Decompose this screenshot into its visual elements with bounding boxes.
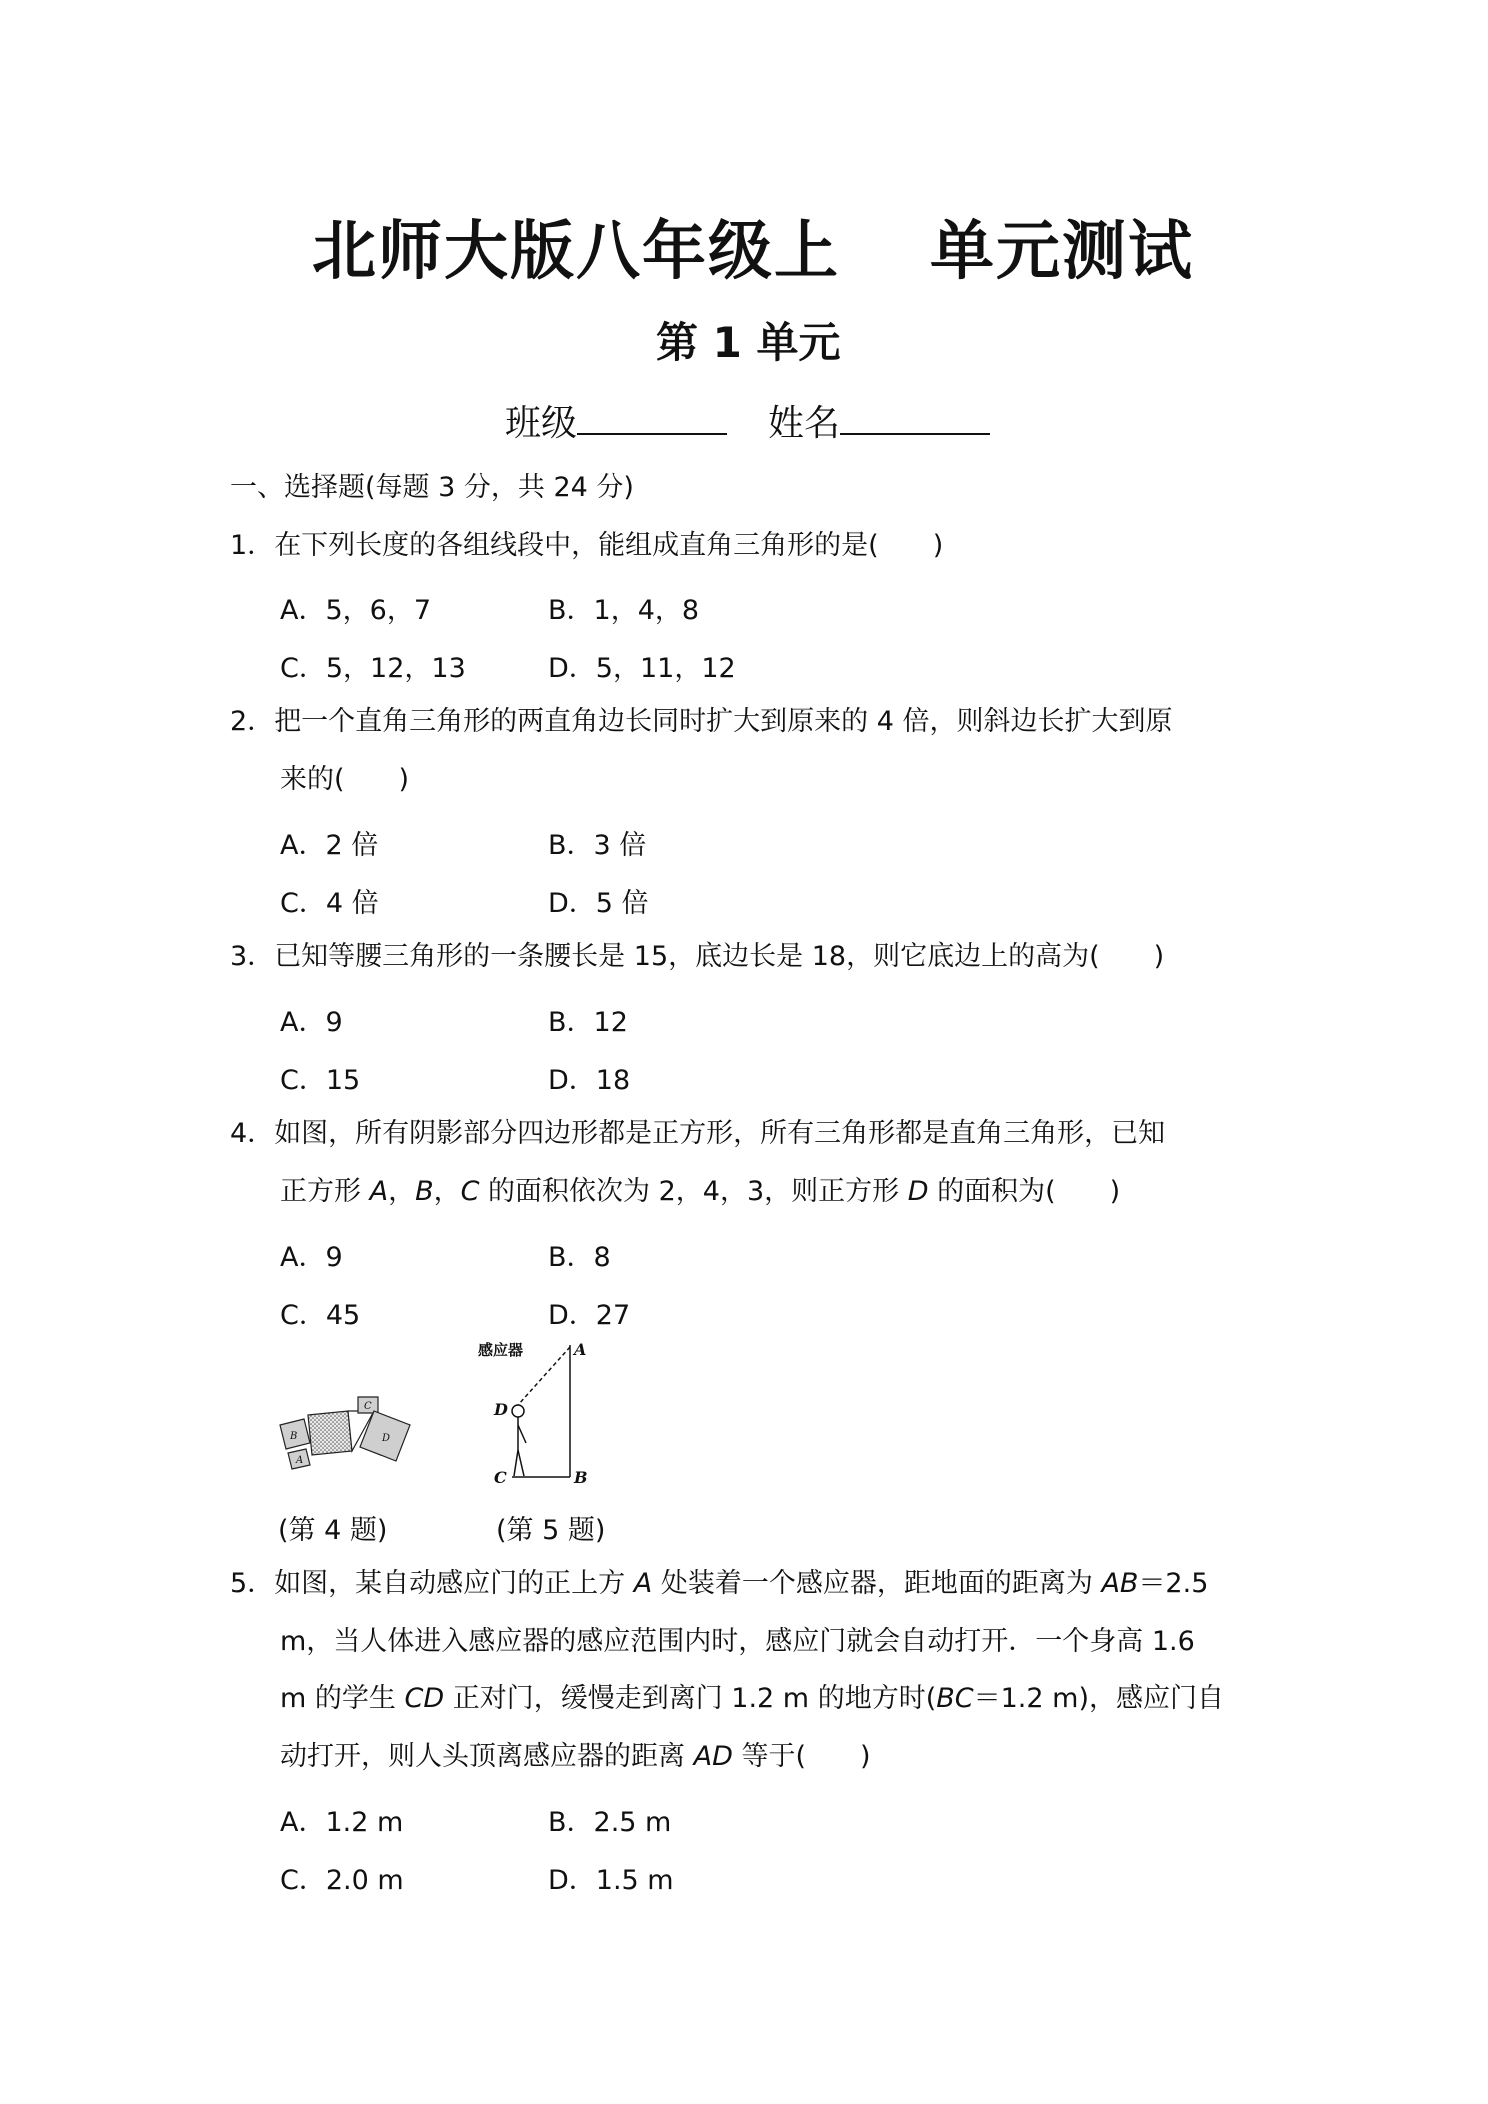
q5-option-a: A．1.2 m [280, 1807, 404, 1838]
question-4 [230, 1105, 1165, 1163]
var-cd: CD [404, 1683, 445, 1714]
label-c: C [494, 1468, 507, 1485]
question-number: 2． [230, 706, 275, 737]
sensor-label: 感应器 [478, 1341, 524, 1359]
question-5-line2: m，当人体进入感应器的感应范围内时，感应门就会自动打开．一个身高 1.6 [280, 1626, 1195, 1657]
text-part: 的面积为( ) [928, 1176, 1121, 1207]
page-title-right: 单元测试 [930, 215, 1194, 289]
label-d: D [494, 1400, 508, 1419]
figure-4-caption: (第 4 题) [278, 1515, 388, 1546]
question-2 [230, 693, 1173, 751]
text-part: 正方形 [280, 1176, 370, 1207]
question-5-line3 [280, 1670, 1224, 1728]
question-5-line4 [280, 1728, 871, 1786]
q1-option-a: A．5，6，7 [280, 595, 432, 626]
var-a: A [633, 1568, 653, 1599]
question-3 [230, 928, 1164, 986]
text-part: 等于( ) [732, 1741, 871, 1772]
name-label: 姓名 [768, 403, 841, 444]
q3-option-d: D．18 [548, 1065, 631, 1096]
question-text: 已知等腰三角形的一条腰长是 15，底边长是 18，则它底边上的高为( ) [274, 941, 1165, 972]
q2-option-d: D．5 倍 [548, 888, 649, 919]
label-d: D [382, 1433, 391, 1444]
q5-option-d: D．1.5 m [548, 1865, 674, 1896]
person-leg-left [514, 1450, 518, 1476]
q3-option-b: B．12 [548, 1007, 628, 1038]
text-part: 处装着一个感应器，距地面的距离为 [652, 1568, 1102, 1599]
person-arm [518, 1425, 526, 1443]
q1-option-c: C．5，12，13 [280, 653, 466, 684]
q4-option-b: B．8 [548, 1242, 611, 1273]
text-part: ＝2.5 [1138, 1568, 1209, 1599]
text-part: m 的学生 [280, 1683, 405, 1714]
section-heading: 一、选择题(每题 3 分，共 24 分) [230, 472, 634, 503]
question-number: 5． [230, 1568, 275, 1599]
var-a: A [369, 1176, 389, 1207]
var-ab: AB [1101, 1568, 1139, 1599]
q5-option-c: C．2.0 m [280, 1865, 404, 1896]
question-4-line2 [280, 1163, 1120, 1221]
question-2-line2: 来的( ) [280, 764, 410, 795]
question-number: 1． [230, 530, 275, 561]
sight-line-ad [518, 1347, 570, 1405]
q4-option-c: C．45 [280, 1300, 361, 1331]
label-b: B [574, 1468, 588, 1485]
name-field [768, 395, 990, 446]
var-b: B [415, 1176, 434, 1207]
person-head [512, 1405, 524, 1417]
text-part: 如图，某自动感应门的正上方 [274, 1568, 634, 1599]
question-1 [230, 517, 943, 575]
question-text: 在下列长度的各组线段中，能组成直角三角形的是( ) [274, 530, 944, 561]
question-text: 如图，所有阴影部分四边形都是正方形，所有三角形都是直角三角形，已知 [274, 1118, 1166, 1149]
class-field [505, 395, 727, 446]
question-number: 3． [230, 941, 275, 972]
figure-4-squares-diagram [278, 1395, 428, 1485]
label-b: B [290, 1431, 298, 1442]
page-title-left: 北师大版八年级上 [312, 215, 840, 289]
q2-option-a: A．2 倍 [280, 830, 379, 861]
var-d: D [907, 1176, 929, 1207]
q5-option-b: B．2.5 m [548, 1807, 672, 1838]
class-blank [577, 403, 727, 435]
question-5 [230, 1555, 1208, 1613]
unit-title: 第 1 单元 [656, 318, 841, 367]
text-part: ， [388, 1176, 416, 1207]
label-a: A [574, 1340, 587, 1359]
text-part: ＝1.2 m)，感应门自 [973, 1683, 1224, 1714]
label-c: C [364, 1401, 372, 1412]
q4-option-d: D．27 [548, 1300, 631, 1331]
figure-5-sensor-diagram [478, 1335, 598, 1485]
name-blank [840, 403, 990, 435]
var-c: C [460, 1176, 480, 1207]
person-leg-right [518, 1450, 524, 1476]
text-part: 的面积依次为 2，4，3，则正方形 [479, 1176, 908, 1207]
figure-5-caption: (第 5 题) [496, 1515, 606, 1546]
q3-option-c: C．15 [280, 1065, 361, 1096]
text-part: 动打开，则人头顶离感应器的距离 [280, 1741, 694, 1772]
var-ad: AD [693, 1741, 733, 1772]
q4-option-a: A．9 [280, 1242, 343, 1273]
question-number: 4． [230, 1118, 275, 1149]
label-a: A [296, 1455, 304, 1466]
class-label: 班级 [505, 403, 578, 444]
text-part: ， [433, 1176, 461, 1207]
q1-option-b: B．1，4，8 [548, 595, 700, 626]
question-text: 把一个直角三角形的两直角边长同时扩大到原来的 4 倍，则斜边长扩大到原 [274, 706, 1173, 737]
center-square [308, 1411, 352, 1455]
q3-option-a: A．9 [280, 1007, 343, 1038]
var-bc: BC [936, 1683, 974, 1714]
q1-option-d: D．5，11，12 [548, 653, 736, 684]
text-part: 正对门，缓慢走到离门 1.2 m 的地方时( [444, 1683, 937, 1714]
q2-option-b: B．3 倍 [548, 830, 647, 861]
q2-option-c: C．4 倍 [280, 888, 379, 919]
